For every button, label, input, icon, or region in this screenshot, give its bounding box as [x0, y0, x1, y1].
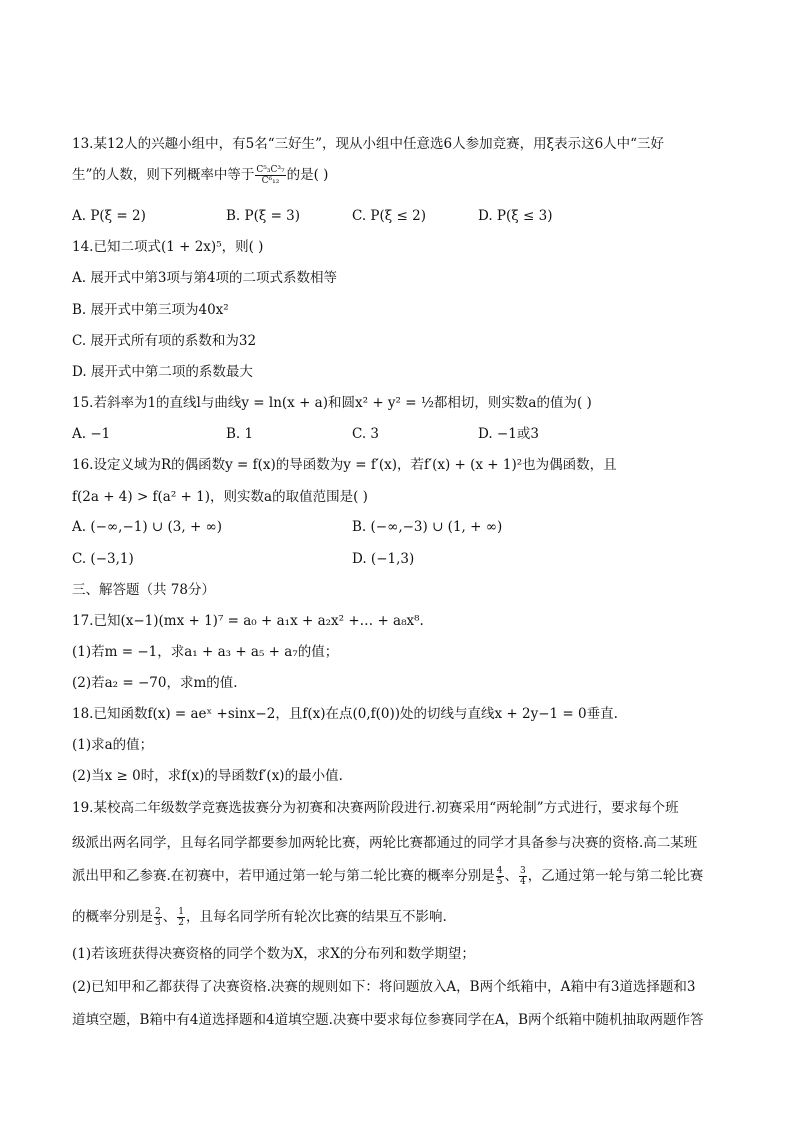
q15-option-b: B. 1: [226, 426, 254, 442]
q19-line3-post: ，乙通过第一轮与第二轮比赛: [527, 868, 704, 884]
q14-option-d: D. 展开式中第二项的系数最大: [72, 364, 253, 380]
q13-line2: [72, 165, 328, 186]
q19-part2-line2: 道填空题，B箱中有4道选择题和4道填空题.决赛中要求每位参赛同学在A，B两个纸箱中随机抽取两题作答: [72, 1012, 704, 1028]
q19-f4-num: 1: [178, 907, 184, 917]
q19-line4: [72, 907, 447, 928]
q14-option-c: C. 展开式所有项的系数和为32: [72, 333, 257, 349]
q19-f1-den: 5: [496, 877, 503, 887]
q14-option-a: A. 展开式中第3项与第4项的二项式系数相等: [72, 270, 338, 286]
q13-line2-pre: 生”的人数，则下列概率中等于: [72, 167, 255, 183]
q19-line4-post: ，且每名同学所有轮次比赛的结果互不影响.: [185, 909, 447, 925]
q19-f2-num: 3: [520, 866, 526, 876]
q18-part1: (1)求a的值；: [72, 737, 154, 753]
q19-part1: (1)若该班获得决赛资格的同学个数为X，求X的分布列和数学期望；: [72, 946, 475, 962]
q14-stem: 14.已知二项式(1 + 2x)⁵，则( ): [72, 239, 264, 255]
q15-option-c: C. 3: [352, 426, 380, 442]
q19-f4-den: 2: [178, 918, 184, 928]
q14-option-b: B. 展开式中第三项为40x²: [72, 302, 229, 318]
q18-stem: 18.已知函数f(x) = aeˣ +sinx−2，且f(x)在点(0,f(0))处的切线与直线x + 2y−1 = 0垂直.: [72, 706, 618, 722]
q13-option-b: B. P(ξ = 3): [226, 208, 301, 224]
q15-option-d: D. −1或3: [478, 426, 539, 442]
q19-part2-line1: (2)已知甲和乙都获得了决赛资格.决赛的规则如下：将问题放入A，B两个纸箱中，A箱中有3道选择题和3: [72, 979, 696, 995]
q19-fraction-3: [154, 907, 162, 928]
q15-stem: 15.若斜率为1的直线l与曲线y = ln(x + a)和圆x² + y² = ½都相切，则实数a的值为( ): [72, 395, 592, 411]
q16-option-b: B. (−∞,−3) ∪ (1, + ∞): [352, 519, 503, 535]
q13-frac-den: C⁶₁₂: [261, 176, 280, 186]
q13-line1: 13.某12人的兴趣小组中，有5名“三好生”，现从小组中任意选6人参加竞赛，用ξ表示这6人中“三好: [72, 136, 665, 152]
q19-sep2: 、: [162, 909, 177, 925]
q19-line2: 级派出两名同学，且每名同学都要参加两轮比赛，两轮比赛都通过的同学才具备参与决赛的资格.高二某班: [72, 835, 698, 851]
q17-stem: 17.已知(x−1)(mx + 1)⁷ = a₀ + a₁x + a₂x² +… + a₈x⁸.: [72, 613, 424, 629]
q13-frac-num: C⁵₃C³₇: [256, 165, 285, 175]
q19-f3-den: 3: [155, 918, 161, 928]
q16-option-d: D. (−1,3): [352, 551, 415, 567]
q13-option-a: A. P(ξ = 2): [72, 208, 146, 224]
q18-part2: (2)当x ≥ 0时，求f(x)的导函数f′(x)的最小值.: [72, 768, 343, 784]
q16-option-a: A. (−∞,−1) ∪ (3, + ∞): [72, 519, 223, 535]
q19-line3: [72, 866, 703, 887]
q19-fraction-4: [177, 907, 185, 928]
q19-sep: 、: [504, 868, 519, 884]
q19-f3-num: 2: [155, 907, 161, 917]
q17-part1: (1)若m = −1，求a₁ + a₃ + a₅ + a₇的值；: [72, 644, 339, 660]
q15-option-a: A. −1: [72, 426, 111, 442]
section-heading: 三、解答题（共 78分）: [72, 582, 215, 598]
q16-line2: f(2a + 4) > f(a² + 1)，则实数a的取值范围是( ): [72, 489, 368, 505]
q19-f2-den: 4: [520, 877, 526, 887]
q19-fraction-2: [519, 866, 527, 887]
q13-fraction: [255, 165, 285, 186]
q19-f1-num: 4: [496, 866, 503, 876]
q13-line2-post: 的是( ): [286, 167, 329, 183]
q13-option-c: C. P(ξ ≤ 2): [352, 208, 426, 224]
q16-line1: 16.设定义域为R的偶函数y = f(x)的导函数为y = f′(x)，若f′(x) + (x + 1)²也为偶函数，且: [72, 457, 617, 473]
q19-line3-pre: 派出甲和乙参赛.在初赛中，若甲通过第一轮与第二轮比赛的概率分别是: [72, 868, 495, 884]
q13-option-d: D. P(ξ ≤ 3): [478, 208, 553, 224]
q16-option-c: C. (−3,1): [72, 551, 134, 567]
q17-part2: (2)若a₂ = −70，求m的值.: [72, 675, 238, 691]
q19-line1: 19.某校高二年级数学竞赛选拔赛分为初赛和决赛两阶段进行.初赛采用“两轮制”方式进行，要求每个班: [72, 800, 679, 816]
q19-fraction-1: [496, 866, 504, 887]
q19-line4-pre: 的概率分别是: [72, 909, 153, 925]
